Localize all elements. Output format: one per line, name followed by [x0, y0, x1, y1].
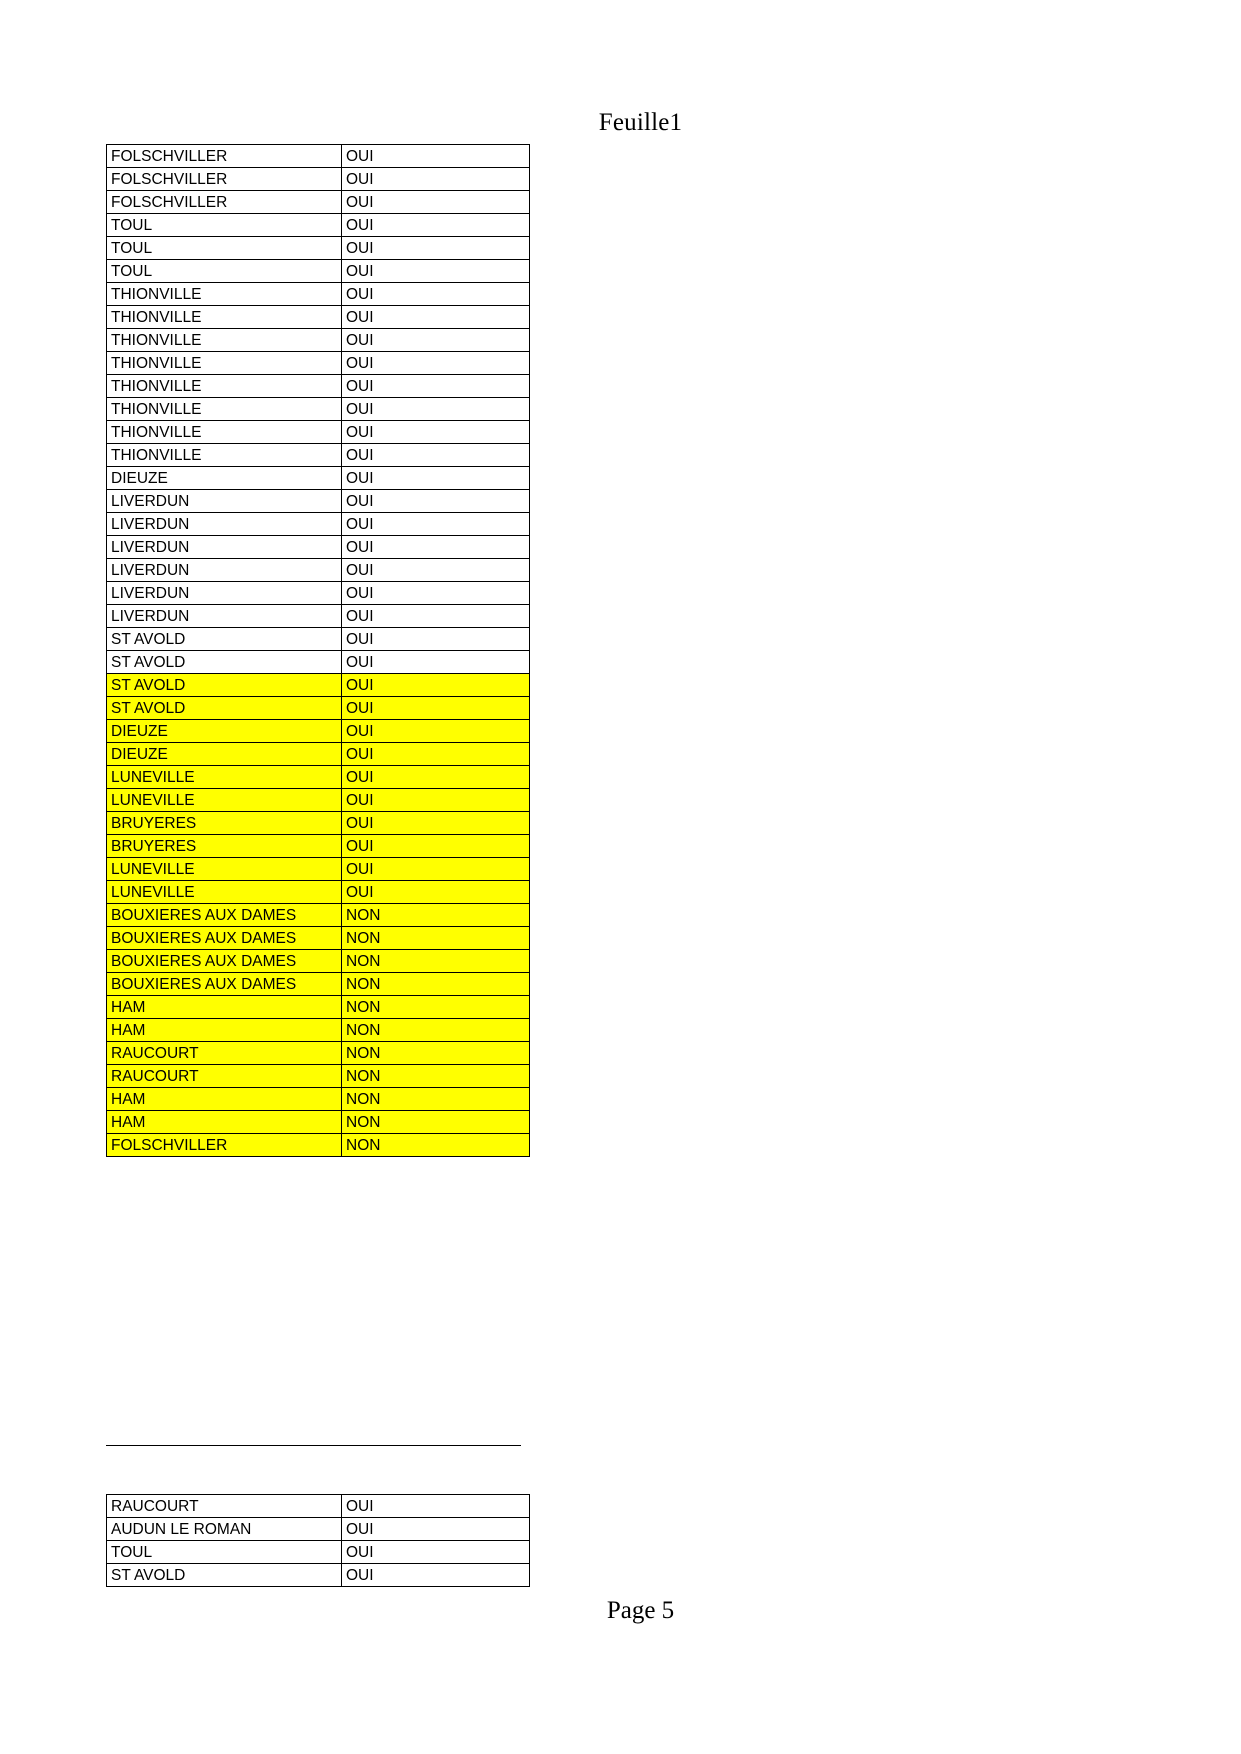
main-data-table [106, 144, 530, 1157]
cell-status-value: NON [342, 996, 530, 1019]
cell-status-value: OUI [342, 214, 530, 237]
table-row [107, 858, 530, 881]
table-row [107, 904, 530, 927]
table-row [107, 1495, 530, 1518]
cell-site-name: THIONVILLE [107, 306, 342, 329]
cell-site-name: BRUYERES [107, 812, 342, 835]
cell-status-value: OUI [342, 1541, 530, 1564]
cell-site-name: LIVERDUN [107, 490, 342, 513]
cell-status-value: OUI [342, 720, 530, 743]
cell-status-value: OUI [342, 1518, 530, 1541]
cell-status-value: OUI [342, 628, 530, 651]
cell-site-name: THIONVILLE [107, 375, 342, 398]
table-row [107, 996, 530, 1019]
cell-status-value: OUI [342, 260, 530, 283]
cell-site-name: ST AVOLD [107, 651, 342, 674]
table-row [107, 421, 530, 444]
cell-site-name: BRUYERES [107, 835, 342, 858]
table-row [107, 444, 530, 467]
cell-status-value: OUI [342, 674, 530, 697]
cell-status-value: OUI [342, 536, 530, 559]
page-number-label: Page 5 [606, 1597, 675, 1624]
cell-site-name: LIVERDUN [107, 536, 342, 559]
cell-site-name: THIONVILLE [107, 444, 342, 467]
table-row [107, 352, 530, 375]
cell-status-value: OUI [342, 375, 530, 398]
cell-site-name: BOUXIERES AUX DAMES [107, 973, 342, 996]
cell-site-name: TOUL [107, 214, 342, 237]
table-row [107, 812, 530, 835]
table-row [107, 329, 530, 352]
cell-site-name: RAUCOURT [107, 1495, 342, 1518]
cell-status-value: OUI [342, 191, 530, 214]
cell-site-name: ST AVOLD [107, 674, 342, 697]
cell-site-name: LUNEVILLE [107, 858, 342, 881]
cell-status-value: OUI [342, 881, 530, 904]
cell-status-value: OUI [342, 559, 530, 582]
cell-status-value: OUI [342, 421, 530, 444]
cell-site-name: LUNEVILLE [107, 766, 342, 789]
table-row [107, 950, 530, 973]
cell-status-value: OUI [342, 605, 530, 628]
table-row [107, 789, 530, 812]
bottom-data-table [106, 1494, 530, 1587]
cell-site-name: LIVERDUN [107, 559, 342, 582]
table-row [107, 1518, 530, 1541]
cell-site-name: LUNEVILLE [107, 789, 342, 812]
cell-site-name: ST AVOLD [107, 628, 342, 651]
cell-site-name: LIVERDUN [107, 513, 342, 536]
cell-site-name: HAM [107, 1019, 342, 1042]
cell-site-name: TOUL [107, 237, 342, 260]
table-row [107, 881, 530, 904]
section-divider-rule [106, 1445, 521, 1446]
table-row [107, 559, 530, 582]
table-row [107, 513, 530, 536]
cell-site-name: DIEUZE [107, 720, 342, 743]
cell-status-value: OUI [342, 812, 530, 835]
cell-status-value: NON [342, 927, 530, 950]
cell-status-value: OUI [342, 513, 530, 536]
cell-status-value: OUI [342, 789, 530, 812]
cell-site-name: FOLSCHVILLER [107, 168, 342, 191]
table-row [107, 628, 530, 651]
cell-site-name: FOLSCHVILLER [107, 1134, 342, 1157]
table-row [107, 145, 530, 168]
cell-site-name: RAUCOURT [107, 1042, 342, 1065]
cell-site-name: DIEUZE [107, 743, 342, 766]
cell-status-value: OUI [342, 651, 530, 674]
table-row [107, 1019, 530, 1042]
table-row [107, 1541, 530, 1564]
cell-status-value: OUI [342, 398, 530, 421]
table-row [107, 191, 530, 214]
table-row [107, 835, 530, 858]
cell-site-name: ST AVOLD [107, 697, 342, 720]
table-row [107, 283, 530, 306]
cell-status-value: OUI [342, 1495, 530, 1518]
cell-site-name: TOUL [107, 1541, 342, 1564]
cell-site-name: LUNEVILLE [107, 881, 342, 904]
cell-site-name: DIEUZE [107, 467, 342, 490]
cell-site-name: HAM [107, 1088, 342, 1111]
cell-status-value: OUI [342, 145, 530, 168]
cell-status-value: OUI [342, 490, 530, 513]
cell-site-name: BOUXIERES AUX DAMES [107, 904, 342, 927]
cell-site-name: RAUCOURT [107, 1065, 342, 1088]
table-row [107, 168, 530, 191]
cell-site-name: THIONVILLE [107, 398, 342, 421]
cell-status-value: NON [342, 904, 530, 927]
cell-site-name: ST AVOLD [107, 1564, 342, 1587]
cell-status-value: NON [342, 1019, 530, 1042]
cell-site-name: LIVERDUN [107, 582, 342, 605]
table-row [107, 214, 530, 237]
table-row [107, 1564, 530, 1587]
cell-site-name: FOLSCHVILLER [107, 145, 342, 168]
table-row [107, 375, 530, 398]
table-row [107, 1111, 530, 1134]
main-table-body [107, 145, 530, 1157]
cell-status-value: OUI [342, 352, 530, 375]
cell-site-name: THIONVILLE [107, 283, 342, 306]
cell-status-value: OUI [342, 283, 530, 306]
cell-status-value: OUI [342, 237, 530, 260]
cell-site-name: BOUXIERES AUX DAMES [107, 927, 342, 950]
table-row [107, 720, 530, 743]
table-row [107, 306, 530, 329]
table-row [107, 674, 530, 697]
cell-status-value: OUI [342, 467, 530, 490]
cell-status-value: NON [342, 1065, 530, 1088]
cell-status-value: NON [342, 1042, 530, 1065]
cell-status-value: OUI [342, 329, 530, 352]
cell-site-name: THIONVILLE [107, 352, 342, 375]
cell-status-value: NON [342, 973, 530, 996]
cell-status-value: OUI [342, 1564, 530, 1587]
cell-status-value: OUI [342, 697, 530, 720]
cell-site-name: LIVERDUN [107, 605, 342, 628]
table-row [107, 973, 530, 996]
sheet-title-header [0, 108, 1241, 138]
cell-status-value: OUI [342, 168, 530, 191]
table-row [107, 927, 530, 950]
table-row [107, 582, 530, 605]
cell-site-name: TOUL [107, 260, 342, 283]
page-title: Feuille1 [598, 109, 683, 136]
table-row [107, 697, 530, 720]
cell-status-value: NON [342, 950, 530, 973]
cell-site-name: AUDUN LE ROMAN [107, 1518, 342, 1541]
table-row [107, 1088, 530, 1111]
cell-status-value: OUI [342, 766, 530, 789]
table-row [107, 260, 530, 283]
table-row [107, 1065, 530, 1088]
table-row [107, 651, 530, 674]
bottom-table-body [107, 1495, 530, 1587]
table-row [107, 766, 530, 789]
cell-status-value: NON [342, 1134, 530, 1157]
cell-site-name: THIONVILLE [107, 421, 342, 444]
cell-status-value: OUI [342, 582, 530, 605]
table-row [107, 605, 530, 628]
cell-status-value: OUI [342, 444, 530, 467]
cell-site-name: THIONVILLE [107, 329, 342, 352]
table-row [107, 743, 530, 766]
cell-status-value: OUI [342, 306, 530, 329]
cell-status-value: OUI [342, 743, 530, 766]
table-row [107, 398, 530, 421]
cell-status-value: OUI [342, 858, 530, 881]
table-row [107, 1042, 530, 1065]
cell-status-value: OUI [342, 835, 530, 858]
table-row [107, 1134, 530, 1157]
cell-status-value: NON [342, 1088, 530, 1111]
table-row [107, 536, 530, 559]
page-footer [0, 1596, 1241, 1626]
cell-site-name: FOLSCHVILLER [107, 191, 342, 214]
cell-site-name: HAM [107, 996, 342, 1019]
cell-site-name: HAM [107, 1111, 342, 1134]
table-row [107, 490, 530, 513]
cell-site-name: BOUXIERES AUX DAMES [107, 950, 342, 973]
table-row [107, 237, 530, 260]
table-row [107, 467, 530, 490]
cell-status-value: NON [342, 1111, 530, 1134]
